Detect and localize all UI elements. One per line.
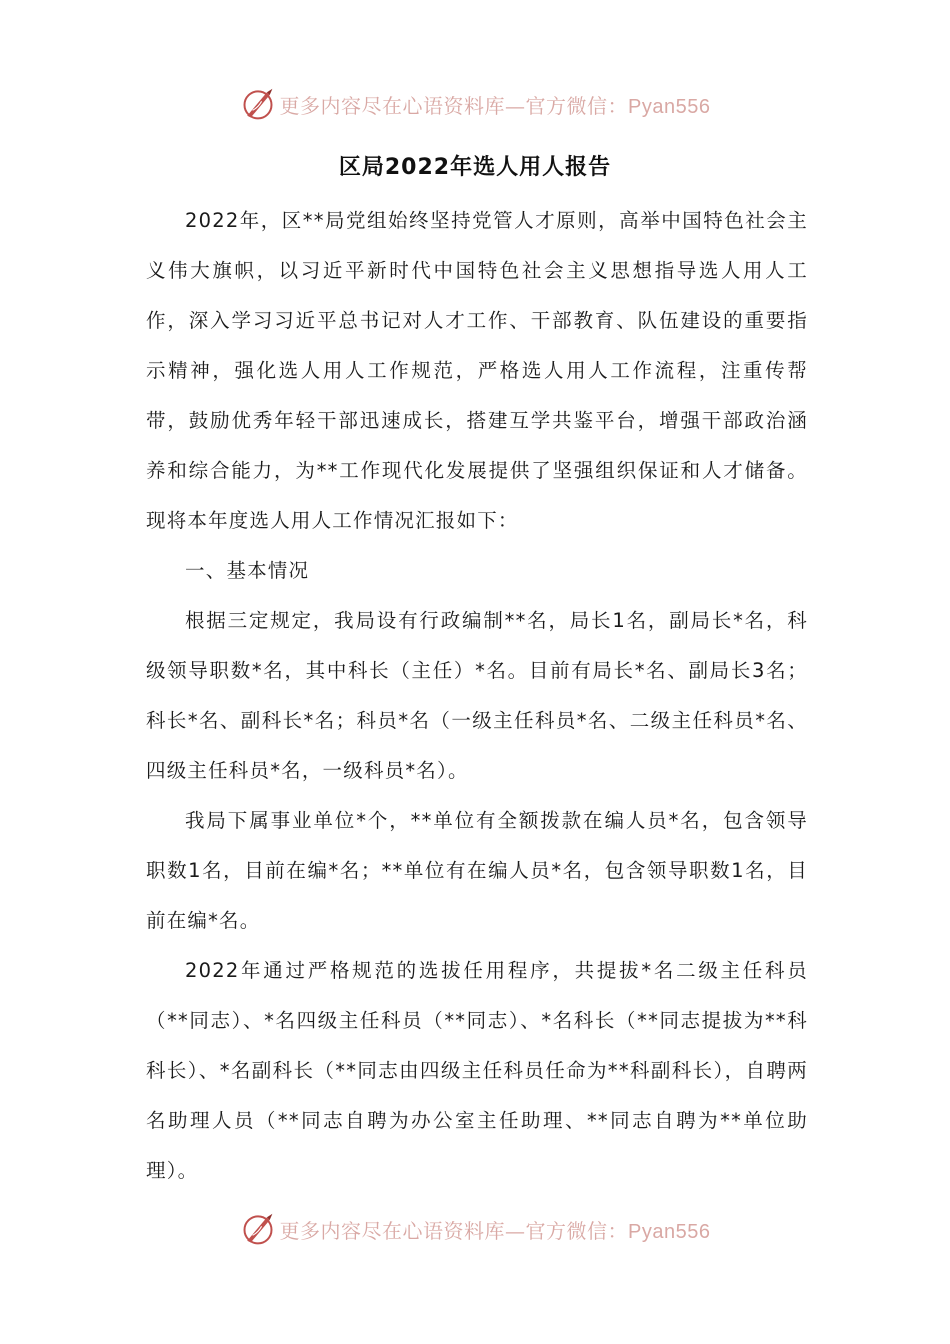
paragraph-staffing: 根据三定规定，我局设有行政编制**名，局长1名，副局长*名，科级领导职数*名，其中科长（主任）*名。目前有局长*名、副局长3名；科长*名、副科长*名；科员*名（一级主任科员*名、二级主任科员*名、四级主任科员*名，一级科员*名）。 (146, 609, 808, 782)
document-body (146, 196, 808, 1196)
watermark-text: 更多内容尽在心语资料库—官方微信：Pyan556 (279, 93, 711, 118)
wechat-id: Pyan556 (628, 1220, 711, 1243)
paragraph-intro: 2022年，区**局党组始终坚持党管人才原则，高举中国特色社会主义伟大旗帜，以习近平新时代中国特色社会主义思想指导选人用人工作，深入学习习近平总书记对人才工作、干部教育、队伍建设的重要指示精神，强化选人用人工作规范，严格选人用人工作流程，注重传帮带，鼓励优秀年轻干部迅速成长，搭建互学共鉴平台，增强干部政治涵养和综合能力，为**工作现代化发展提供了坚强组织保证和人才储备。现将本年度选人用人工作情况汇报如下： (146, 209, 808, 532)
quill-pen-logo-icon (240, 86, 276, 122)
footer-watermark (0, 1209, 950, 1249)
section-heading-basic-situation: 一、基本情况 (185, 559, 310, 582)
paragraph-promotions: 2022年通过严格规范的选拔任用程序，共提拔*名二级主任科员（**同志）、*名四级主任科员（**同志）、*名科长（**同志提拔为**科科长）、*名副科长（**同志由四级主任科员任命为**科副科长），自聘两名助理人员（**同志自聘为办公室主任助理、**同志自聘为**单位助理）。 (146, 959, 808, 1182)
paragraph-subordinate-units: 我局下属事业单位*个，**单位有全额拨款在编人员*名，包含领导职数1名，目前在编*名；**单位有在编人员*名，包含领导职数1名，目前在编*名。 (146, 809, 808, 932)
quill-pen-logo-icon (240, 1211, 276, 1247)
watermark-text: 更多内容尽在心语资料库—官方微信：Pyan556 (279, 1218, 711, 1243)
header-watermark (0, 84, 950, 124)
document-title: 区局2022年选人用人报告 (338, 155, 612, 180)
wechat-id: Pyan556 (628, 95, 711, 118)
